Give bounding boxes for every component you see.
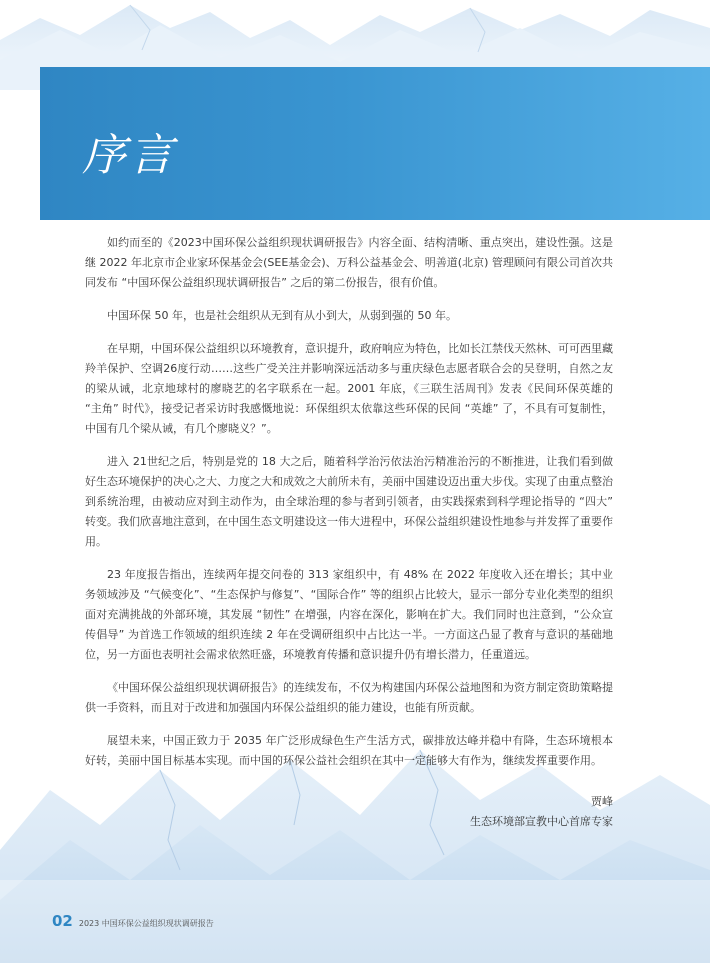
paragraph: 中国环保 50 年，也是社会组织从无到有从小到大，从弱到强的 50 年。 — [107, 309, 457, 322]
paragraph: 如约而至的《2023中国环保公益组织现状调研报告》内容全面、结构清晰、重点突出，建设性强。这是继 2022 年北京市企业家环保基金会(SEE基金会)、万科公益基金会、明善道(北京) 管理顾问有限公司首次共同发布 “中国环保公益组织现状调研报告” 之后的第二份报告，很有价值。 — [85, 236, 613, 289]
title-band — [40, 67, 710, 220]
page-footer — [52, 912, 214, 932]
author-name: 贾峰 — [591, 795, 613, 808]
page-title: 序言 — [82, 130, 176, 181]
paragraph: 进入 21世纪之后，特别是党的 18 大之后，随着科学治污依法治污精准治污的不断推进，让我们看到做好生态环境保护的决心之大、力度之大和成效之大前所未有，美丽中国建设迈出重大步伐。实现了由重点整治到系统治理，由被动应对到主动作为，由全球治理的参与者到引领者，由实践探索到科学理论指导的 “四大” 转变。我们欣喜地注意到，在中国生态文明建设这一伟大进程中，环保公益组织建设性地参与并发挥了重要作用。 — [85, 455, 613, 548]
paragraph: 《中国环保公益组织现状调研报告》的连续发布，不仅为构建国内环保公益地图和为资方制定资助策略提供一手资料，而且对于改进和加强国内环保公益组织的能力建设，也能有所贡献。 — [85, 681, 613, 714]
footer-doc-title: 2023 中国环保公益组织现状调研报告 — [78, 919, 214, 928]
author-title: 生态环境部宣教中心首席专家 — [470, 815, 613, 828]
preface-body — [85, 233, 613, 784]
signature-block — [470, 792, 613, 832]
paragraph: 展望未来，中国正致力于 2035 年广泛形成绿色生产生活方式，碳排放达峰并稳中有降，生态环境根本好转，美丽中国目标基本实现。而中国的环保公益社会组织在其中一定能够大有作为，继续发挥重要作用。 — [85, 734, 613, 767]
paragraph: 在早期，中国环保公益组织以环境教育，意识提升，政府响应为特色，比如长江禁伐天然林、可可西里藏羚羊保护、空调26度行动……这些广受关注并影响深远活动多与重庆绿色志愿者联合会的吴登明，自然之友的梁从诫，北京地球村的廖晓艺的名字联系在一起。2001 年底，《三联生活周刊》发表《民间环保英雄的 “主角” 时代》，接受记者采访时我感慨地说：环保组织太依靠这些环保的民间 “英雄” 了，不具有可复制性，中国有几个梁从诫，有几个廖晓义？”。 — [85, 342, 613, 435]
paragraph: 23 年度报告指出，连续两年提交问卷的 313 家组织中，有 48% 在 2022 年度收入还在增长；其中业务领域涉及 “气候变化”、“生态保护与修复”、“国际合作” 等的组织占比较大，显示一部分专业化类型的组织面对充满挑战的外部环境，其发展 “韧性” 在增强，内容在深化，影响在扩大。我们同时也注意到，“公众宣传倡导” 为首选工作领域的组织连续 2 年在受调研组织中占比达一半。一方面这凸显了教育与意识的基础地位，另一方面也表明社会需求依然旺盛，环境教育传播和意识提升仍有增长潜力，任重道远。 — [85, 568, 613, 661]
page-number: 02 — [52, 912, 73, 930]
